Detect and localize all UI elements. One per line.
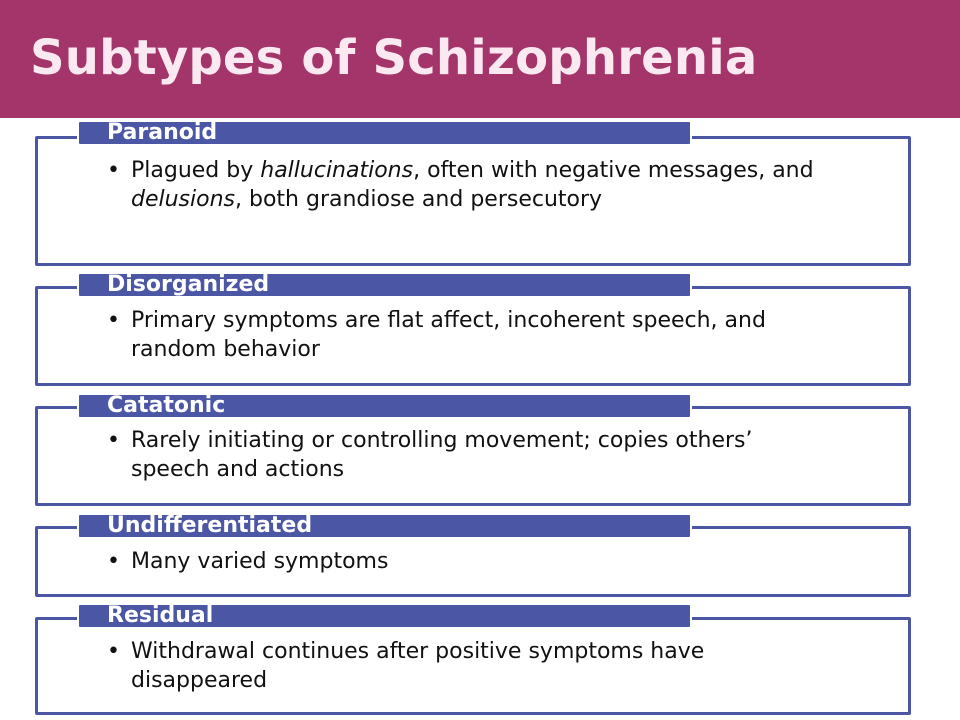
title-bar [0,0,960,118]
subtype-description [107,426,827,484]
subtype-label: Undifferentiated [77,513,692,539]
subtype-description [107,306,827,364]
text-part-italic: hallucinations [260,158,414,183]
subtype-description [107,547,827,576]
subtype-label: Paranoid [77,120,692,146]
description-text [107,156,827,214]
description-text: Primary symptoms are flat affect, incoherent speech, and random behavior [131,308,766,362]
text-part: , both grandiose and persecutory [235,187,603,212]
description-text: Many varied symptoms [131,549,389,574]
subtype-description [107,637,827,695]
text-part-italic: delusions [131,187,235,212]
description-text: Withdrawal continues after positive symptoms have disappeared [131,639,705,693]
text-part: , often with negative messages, and [413,158,814,183]
subtype-label: Disorganized [77,272,692,298]
bullet-dot: • [107,158,120,183]
subtype-label: Residual [77,603,692,629]
description-text: Rarely initiating or controlling movement; copies others’ speech and actions [131,428,753,482]
bullet-dot: • [107,639,120,664]
bullet-dot: • [107,428,120,453]
bullet-dot: • [107,549,120,574]
text-part: Plagued by [131,158,261,183]
subtype-description [107,156,827,214]
bullet-dot: • [107,308,120,333]
page-title: Subtypes of Schizophrenia [30,30,758,86]
subtype-label: Catatonic [77,393,692,419]
